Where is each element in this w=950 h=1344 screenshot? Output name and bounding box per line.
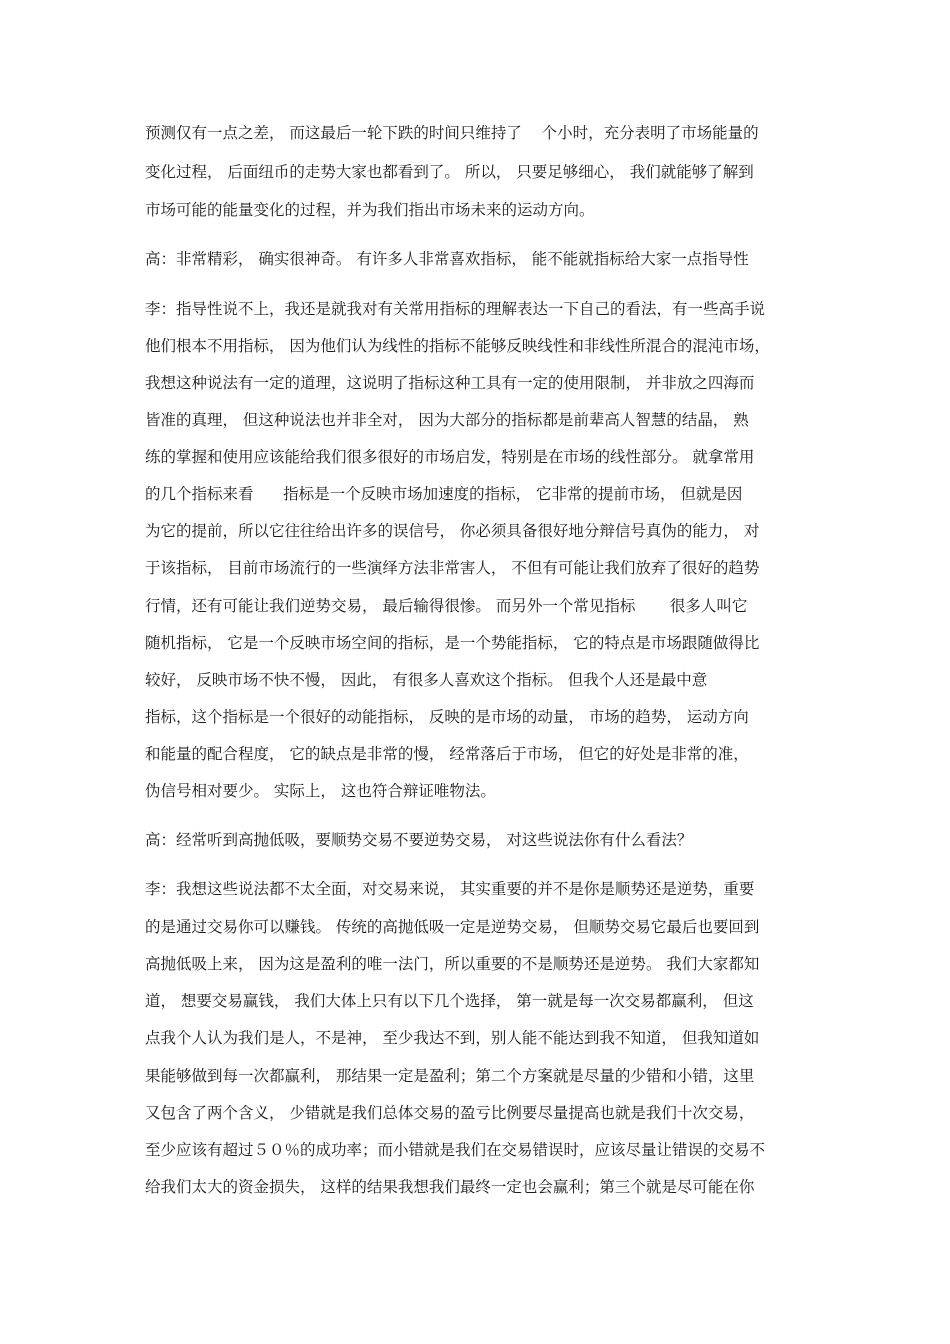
text-line: 的几个指标来看 指标是一个反映市场加速度的指标， 它非常的提前市场， 但就是因	[145, 485, 743, 503]
text-line: 行情，还有可能让我们逆势交易， 最后输得很惨。 而另外一个常见指标 很多人叫它	[145, 597, 748, 615]
text-line: 我想这种说法有一定的道理，这说明了指标这种工具有一定的使用限制， 并非放之四海而	[145, 374, 755, 392]
text-line: 至少应该有超过５０％的成功率；而小错就是我们在交易错误时，应该尽量让错误的交易不	[145, 1141, 766, 1159]
text-line: 皆准的真理， 但这种说法也并非全对， 因为大部分的指标都是前辈高人智慧的结晶， 熟	[145, 411, 749, 429]
text-line: 高抛低吸上来， 因为这是盈利的唯一法门，所以重要的不是顺势还是逆势。 我们大家都知	[145, 955, 760, 973]
text-line: 他们根本不用指标， 因为他们认为线性的指标不能够反映线性和非线性所混合的混沌市场，	[145, 337, 770, 355]
text-line: 较好， 反映市场不快不慢， 因此， 有很多人喜欢这个指标。 但我个人还是最中意	[145, 671, 708, 689]
text-line: 指标，这个指标是一个很好的动能指标， 反映的是市场的动量， 市场的趋势， 运动方向	[145, 708, 749, 726]
text-line: 果能够做到每一次都赢利， 那结果一定是盈利；第二个方案就是尽量的少错和小错，这里	[145, 1067, 755, 1085]
text-line: 的是通过交易你可以赚钱。 传统的高抛低吸一定是逆势交易， 但顺势交易它最后也要回到	[145, 918, 760, 936]
text-line: 市场可能的能量变化的过程，并为我们指出市场未来的运动方向。	[145, 201, 595, 219]
text-line: 随机指标， 它是一个反映市场空间的指标，是一个势能指标， 它的特点是市场跟随做得比	[145, 634, 760, 652]
text-line: 练的掌握和使用应该能给我们很多很好的市场启发，特别是在市场的线性部分。 就拿常用	[145, 448, 755, 466]
text-line: 李：我想这些说法都不太全面，对交易来说， 其实重要的并不是你是顺势还是逆势，重要	[145, 880, 755, 898]
text-line: 道， 想要交易赢钱， 我们大体上只有以下几个选择， 第一就是每一次交易都赢利， 但这	[145, 992, 754, 1010]
text-line: 又包含了两个含义， 少错就是我们总体交易的盈亏比例要尽量提高也就是我们十次交易，	[145, 1104, 755, 1122]
text-line: 伪信号相对要少。 实际上， 这也符合辩证唯物法。	[145, 782, 496, 800]
text-line: 给我们太大的资金损失， 这样的结果我想我们最终一定也会赢利；第三个就是尽可能在你	[145, 1178, 755, 1196]
text-line: 高：非常精彩， 确实很神奇。 有许多人非常喜欢指标， 能不能就指标给大家一点指导性	[145, 250, 749, 268]
text-line: 高：经常听到高抛低吸，要顺势交易不要逆势交易， 对这些说法你有什么看法？	[145, 831, 693, 849]
text-line: 点我个人认为我们是人，不是神， 至少我达不到，别人能不能达到我不知道， 但我知道如	[145, 1029, 760, 1047]
text-line: 变化过程， 后面纽币的走势大家也都看到了。 所以， 只要足够细心， 我们就能够了解到	[145, 163, 754, 181]
text-line: 和能量的配合程度， 它的缺点是非常的慢， 经常落后于市场， 但它的好处是非常的准，	[145, 745, 749, 763]
text-line: 预测仅有一点之差， 而这最后一轮下跌的时间只维持了 个小时，充分表明了市场能量的	[145, 124, 759, 142]
text-line: 于该指标， 目前市场流行的一些演绎方法非常害人， 不但有可能让我们放弃了很好的趋势	[145, 559, 760, 577]
text-line: 李：指导性说不上，我还是就我对有关常用指标的理解表达一下自己的看法，有一些高手说	[145, 300, 766, 318]
text-line: 为它的提前，所以它往往给出许多的误信号， 你必须具备很好地分辩信号真伪的能力， 对	[145, 522, 760, 540]
